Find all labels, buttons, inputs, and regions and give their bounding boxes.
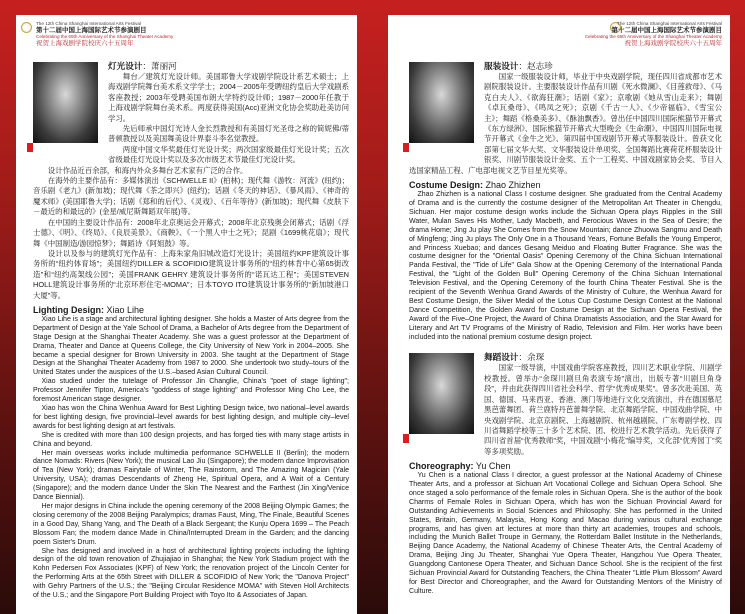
paragraph: 国家一级导演，中国戏曲学院客座教授，四川艺术职业学院、川剧学校教授。曾举办“余琛川剧旦角表演专场”演出，出版专著“川剧旦角身段”，并由此获得四川省社会科学、哲学“优秀成果奖”。曾多次赴美国、英国、德国、马来西亚、香港、澳门等地进行文化交流演出，并在德国慕尼黑芭蕾舞团、荷兰鹿特丹芭蕾舞学院、北京舞蹈学院、中国戏曲学院、中央戏剧学院、北京京剧院、上海越剧院、杭州越剧院、广东粤剧学校、四川省舞蹈学校等三十多个艺术院、团、校进行艺术教学活动。先后获得了四川省首届“优秀教师”奖，中国戏剧“小梅花”编导奖，文化部“优秀园丁”奖等多项奖励。 — [484, 363, 722, 456]
paragraph: 先后师承中国灯光诗人金长烈教授和有美国灯光圣母之称的简妮佛/蒂普顿教授以及美国舞美设计界泰斗李名觉教授。 — [108, 124, 349, 144]
paragraph: 在中国的主要设计作品有：2008年北京奥运会开幕式；2008年北京残奥会闭幕式；话剧《浮士德》、《明》、《终局》、《良辰美景》、《商鞅》、《一个黑人中士之死》；昆剧《1699桃花扇》；现代舞《中国制造/游园惊梦》；舞蹈诗《阿姐鼓》等。 — [33, 217, 349, 248]
page-header — [36, 21, 173, 47]
festival-cn: 第十二届中国上海国际艺术节参演剧目 — [36, 26, 147, 34]
paragraph: Xiao studied under the tutelage of Professor Jin Changlie, China's "poet of stage lighting"; Professor Jennifer Tipton, America's "goddess of stage lighting" and Professor Ming Cho Lee, the foremost American stage designer. — [33, 378, 349, 404]
portrait-frame — [409, 353, 479, 445]
bio-cn-yu-chen — [409, 352, 722, 457]
portrait-yu-chen — [409, 353, 474, 434]
red-square-decoration — [27, 143, 33, 152]
festival-logo-icon — [21, 22, 32, 33]
section-gap — [409, 342, 722, 352]
paragraph: Xiao has won the China Wenhua Award for Best Lighting Design twice, two national–level awards for best lighting design, five provincial–level awards for best lighting design, and multiple city–level awards for best lighting design at art festivals. — [33, 405, 349, 430]
paragraph: She has designed and involved in a host of architectural lighting projects including the lighting design of the old town renovation of Zhujiajiao in Shanghai; the New York Stadium project with the Kohn Pedersen Fox Associates (KPF) of New York; the renovation project of the Lincoln Center for the Performing Arts at the 65th Street with DILLER & SCOFIDIO of New York; the "Danova Project" with Gehry Partners of the U.S.; the "Beijing Circular Residence MOMA" with Steven Holl Architects of the U.S.; and the Singapore Port Building Project with Toyo Ito & Associates of Japan. — [33, 547, 349, 600]
paragraph: 国家一级服装设计师，毕业于中央戏剧学院，现任四川省成都市艺术剧院服装设计。主要服装设计作品有川剧《死水微澜》、《目莲救母》、《马克白夫人》、《欲海狂潮》；话剧《家》；京歌剧《她从雪山走来》；舞剧《卓瓦桑母》、《鸣凤之死》；京剧《千古一人》、《少帝福临》、《雪宝公主》；舞蹈《格桑美多》、《酥油飘香》。曾出任中国四川国际熊猫节开幕式《东方绿洲》、国际熊猫节开幕式大型晚会《生命潮》、中国四川国际电视节开幕式《金牛之光》、第四届中国戏剧节开幕式等服装设计。曾获文化部第七届文华大奖、文华服装设计单项奖、全国舞蹈比赛荷花杯服装设计银奖、川剧节服装设计金奖、五个一工程奖、中国戏剧家协会奖、节目入选国家精品工程、广电部电视文艺节目星光奖等。 — [409, 72, 722, 175]
designer-name-cn: ：赵志珍 — [518, 61, 553, 71]
section-title-en: Costume Design: — [409, 180, 484, 191]
paragraph: Her main overseas works include multimedia performance SCHWELLE II (Berlin); the modern dance Nomads: Rivers (New York); the musical Lao Jiu (Singapore); the modern dance Improvisation of Tea (New York); dramas Fairytale of Winter, The Rainstorm, and The Amazing Magician (Yale University, USA); dramas Descendants of Zheng He, Spiritual Opera, and A Wait of a Century (Singapore); and the modern dance Under the Skin The Nearest and the Farthest (Jin Xing/Venice Dance Biennial). — [33, 449, 349, 502]
designer-name-en: Zhao Zhizhen — [483, 180, 541, 191]
paragraph: Her major designs in China include the opening ceremony of the 2008 Beijing Olympic Games; the closing ceremony of the 2008 Beijing Paralympics; dramas Faust, Ming, The Finale, Beautiful Scenes in a Good Day, Shang Yang, and The Death of a Black Sergeant; the Kunju Opera 1699 – The Peach Blossom Fan; the modern dance Made in China/Interrupted Dream in the Garden; and the dancing poem Sister's Drum. — [33, 502, 349, 546]
bio-cn-xiao-lihe — [33, 61, 349, 301]
designer-name-en: Yu Chen — [473, 461, 511, 472]
section-title-en: Choreography: — [409, 461, 474, 472]
red-square-decoration — [403, 434, 409, 443]
paragraph: She is credited with more than 100 design projects, and has forged ties with many stage artists in China and beyond. — [33, 431, 349, 448]
designer-name-cn: ：萧丽河 — [142, 61, 177, 71]
paragraph: Yu Chen is a national Class I director, a guest professor at the National Academy of Chinese Theater Arts, and a professor at Sichuan Art Vocational College and Sichuan Opera School. She once staged a solo performance of the female roles in Sichuan Opera. She is the author of the book Charms of Female Roles in Sichuan Opera, which has won the Sichuan Provincial Award for Outstanding Achievements in Social Sciences and Philosophy. She has performed in the United States, Britain, Germany, Malaysia, Hong Kong and Macao during various cultural exchange programs, and has given art lectures at more than thirty art academies, troupes and schools, including the Munich Ballet Troupe in Germany, the Rotterdam Ballet Institute in the Netherlands, Beijing Dance Academy, the National Academy of Chinese Theater Arts, the Central Academy of Drama, Beijing Jing Ju Theater, Shanghai Yue Opera Theater, Hangzhou Yue Opera Theater, Guangdong Cantonese Opera Theater, and Sichuan Dance School. She is the recipient of the first Sichuan Provincial Award for Outstanding Teachers, the China Theater "Little Plum Blossom" Award for Best Director and Choreographer, and the Award for Outstanding Mentors of the Ministry of Culture. — [409, 472, 722, 595]
portrait-frame — [33, 62, 103, 154]
section-title-cn: 服装设计 — [484, 61, 519, 71]
paragraph: 两度中国文华奖最佳灯光设计奖；两次国家级最佳灯光设计奖；五次省级最佳灯光设计奖以及多次市级艺术节最佳灯光设计奖。 — [108, 144, 349, 165]
paragraph: Xiao Lihe is a stage and architectural lighting designer. She holds a Master of Arts degree from the Department of Design at the Yale School of Drama, a Bachelor of Arts degree from the Department of Stage Design at the Shanghai Theater Academy. She was a guest professor at the Department of Drama, Theater and Dance at Queens College, the City University of New York in 2004–2005. She became a special designer for Brown University in 2003. She taught at the Department of Stage Design at the Shanghai Theater Academy from 1987 to 2000. She undertook two study–tours of the United States under the auspices of the U.S.–based Asian Cultural Council. — [33, 315, 349, 377]
paragraph: 在海外的主要作品有：多媒体演出《SCHWELLE II》(柏林)；现代舞《游牧：河流》(纽约)；音乐剧《老九》(新加坡)；现代舞《茶之即兴》(纽约)；话剧《冬天的神话》、《暴风雨》、《神奇的魔术师》(美国耶鲁大学)；话剧《郑和的后代》、《灵戏》、《百年等待》(新加坡)；现代舞《皮肤下－最近的和最远的》(金星/威尼斯舞蹈双年展)等。 — [33, 176, 349, 217]
section-title-cn: 舞蹈设计 — [484, 352, 519, 363]
anniversary-en: Celebrating the 65th Anniversary of the Shanghai Theater Academy — [36, 34, 174, 40]
bio-en-yu-chen — [409, 457, 722, 597]
portrait-xiao-lihe — [33, 62, 98, 143]
portrait-frame — [409, 62, 479, 154]
red-square-decoration — [403, 143, 409, 152]
right-page — [388, 15, 730, 614]
paragraph: 设计以及参与的建筑灯光作品有：上海朱家角旧城改造灯光设计；美国纽约KPF建筑设计事务所的“纽约体育场”；美国纽约DILLER & SCOFIDIO建筑设计事务所的“纽约林肯中心第65街改造”和“纽约高架线公园”；美国FRANK GEHRY 建筑设计事务所的“诺瓦达工程”；美国STEVEN HOLL建筑设计事务所的“北京环形住宅-MOMA”；日本TOYO ITO建筑设计事务所的“新加坡港口大厦”等。 — [33, 248, 349, 300]
anniversary-cn: 祝贺上海戏剧学院校庆六十五周年 — [36, 39, 134, 47]
paragraph: 设计作品近百余部，和海内外众多舞台艺术家有广泛的合作。 — [47, 165, 248, 175]
festival-en: The 12th China Shanghai International Arts Festival — [36, 21, 141, 26]
section-title-cn: 灯光设计 — [108, 61, 143, 71]
page-header — [585, 21, 722, 47]
bio-en-xiao-lihe — [33, 301, 349, 601]
festival-cn: 第十二届中国上海国际艺术节参演剧目 — [611, 26, 722, 34]
designer-name-cn: ：余琛 — [518, 352, 545, 363]
festival-en: The 12th China Shanghai International Arts Festival — [617, 21, 722, 26]
bio-cn-zhao-zhizhen — [409, 61, 722, 176]
bio-en-zhao-zhizhen — [409, 176, 722, 342]
designer-name-en: Xiao Lihe — [104, 304, 145, 315]
paragraph: Zhao Zhizhen is a national Class I costume designer. She graduated from the Central Academy of Drama and is the currently the costume designer of the Metropolitan Art Theater in Chengdu, Sichuan. Her major costume design works include the Sichuan Opera plays Ripples in the Still Water, Mulan Saves His Mother, Lady Macbeth, and Ferocious Waves in the Sea of Desire; the drama Home; Jing Ju play She Comes from the Snow Mountain; dance Zhuowa Sangmu and Death of Mingfeng; Jing Ju plays The Only One in a Thousand Years, Fortune Befalls the Young Emperor, and Princess Xuebao; and dances Gesang Meiduo and Floating Butter Fragrance. She was the costume designer for the "Oriental Oasis" Opening Ceremony of the China Sichuan International Panda Festival, the "Tide of Life" Gala Show at the Opening Ceremony of the International Panda Festival, the "Light of the Golden Bull" Opening Ceremony of the China Sichuan International Television Festival, and the Opening Ceremony of the fourth China Theater Festival. She is the recipient of the Seventh Wenhua Grand Awards of the Ministry of Culture, the Wenhua Award for Best Costume Design, the Silver Medal of the Lotus Cup Costume Design Contest at the National Dance Competition, the Golden Award for Costume Design at the Sichuan Opera Festival, the Award of the Five–One Project, the Award of China Dramatists Association, and the Star Award for Literary and Art TV Programs of the Ministry of Radio, Television and Film. Her works have been included into the national premium costume design project. — [409, 191, 722, 341]
left-page — [16, 15, 357, 614]
anniversary-en: Celebrating the 65th Anniversary of the Shanghai Theater Academy — [584, 34, 722, 40]
anniversary-cn: 祝贺上海戏剧学院校庆六十五周年 — [624, 39, 722, 47]
portrait-zhao-zhizhen — [409, 62, 474, 143]
section-title-en: Lighting Design: — [33, 304, 104, 315]
paragraph: 舞台／建筑灯光设计师。美国耶鲁大学戏剧学院设计系艺术硕士；上海戏剧学院舞台美术系文学学士；2004－2005年受聘纽约皇后大学戏剧系客座教授；2003年受聘美国布朗大学特约设计师；1987－2000年任教于上海戏剧学院舞台美术系。两度获得美国(Acc)亚洲文化协会奖助赴美访问学习。 — [108, 72, 349, 123]
